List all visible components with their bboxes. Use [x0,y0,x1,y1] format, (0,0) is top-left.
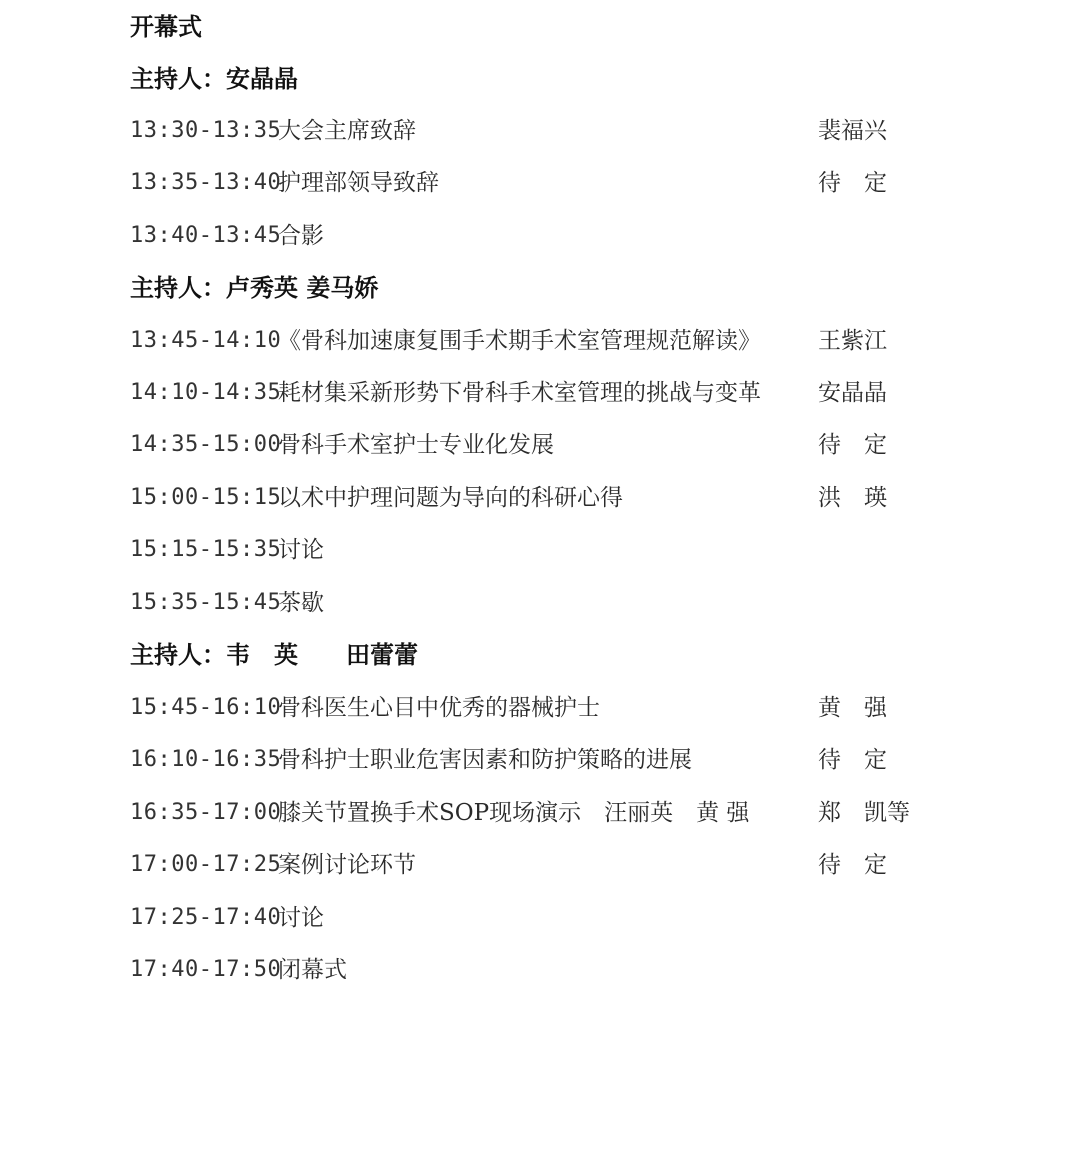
agenda-time: 15:45-16:10 [130,695,282,720]
agenda-speaker: 安晶晶 [818,380,887,406]
agenda-title: 以术中护理问题为导向的科研心得 [278,485,623,511]
agenda-time: 13:35-13:40 [130,170,282,195]
agenda-row [130,793,1060,833]
agenda-row [130,425,1060,465]
agenda-title: 骨科手术室护士专业化发展 [278,432,554,458]
agenda-speaker: 待 定 [818,747,887,773]
agenda-speaker: 黄 强 [818,695,887,721]
section-heading-host: 主持人：卢秀英 姜马娇 [130,273,379,302]
agenda-title: 讨论 [278,905,324,931]
agenda-time: 17:00-17:25 [130,852,282,877]
agenda-time: 14:10-14:35 [130,380,282,405]
agenda-row [130,321,1060,361]
section-heading-opening: 开幕式 [130,12,202,41]
agenda-title: 护理部领导致辞 [278,170,439,196]
agenda-row [130,216,1060,256]
agenda-time: 17:25-17:40 [130,905,282,930]
agenda-time: 13:30-13:35 [130,118,282,143]
agenda-speaker: 待 定 [818,170,887,196]
agenda-row [130,373,1060,413]
agenda-title: 骨科护士职业危害因素和防护策略的进展 [278,747,692,773]
agenda-time: 16:35-17:00 [130,800,282,825]
agenda-title: 案例讨论环节 [278,852,416,878]
section-heading-host: 主持人：韦 英 田蕾蕾 [130,640,418,669]
agenda-row [130,163,1060,203]
agenda-row [130,688,1060,728]
agenda-title: 合影 [278,223,324,249]
agenda-title: 大会主席致辞 [278,118,416,144]
agenda-row [130,898,1060,938]
agenda-title: 骨科医生心目中优秀的器械护士 [278,695,600,721]
agenda-time: 16:10-16:35 [130,747,282,772]
agenda-row [130,740,1060,780]
agenda-speaker: 王紫江 [818,328,887,354]
agenda-speaker: 郑 凯等 [818,800,910,826]
agenda-speaker: 待 定 [818,432,887,458]
agenda-time: 13:40-13:45 [130,223,282,248]
agenda-time: 15:00-15:15 [130,485,282,510]
agenda-row [130,478,1060,518]
agenda-title: 闭幕式 [278,957,347,983]
agenda-title: 《骨科加速康复围手术期手术室管理规范解读》 [278,328,761,354]
agenda-speaker: 裴福兴 [818,118,887,144]
agenda-title: 膝关节置换手术SOP现场演示 汪丽英 黄 强 [278,800,750,826]
agenda-row [130,530,1060,570]
section-heading-host: 主持人：安晶晶 [130,64,298,93]
agenda-time: 14:35-15:00 [130,432,282,457]
agenda-row [130,583,1060,623]
agenda-row [130,845,1060,885]
agenda-title: 讨论 [278,537,324,563]
agenda-speaker: 洪 瑛 [818,485,887,511]
agenda-title: 耗材集采新形势下骨科手术室管理的挑战与变革 [278,380,761,406]
agenda-row [130,950,1060,990]
agenda-speaker: 待 定 [818,852,887,878]
agenda-time: 15:15-15:35 [130,537,282,562]
agenda-document [130,0,1060,1019]
agenda-title: 茶歇 [278,590,324,616]
agenda-time: 15:35-15:45 [130,590,282,615]
agenda-row [130,111,1060,151]
agenda-time: 17:40-17:50 [130,957,282,982]
agenda-time: 13:45-14:10 [130,328,282,353]
